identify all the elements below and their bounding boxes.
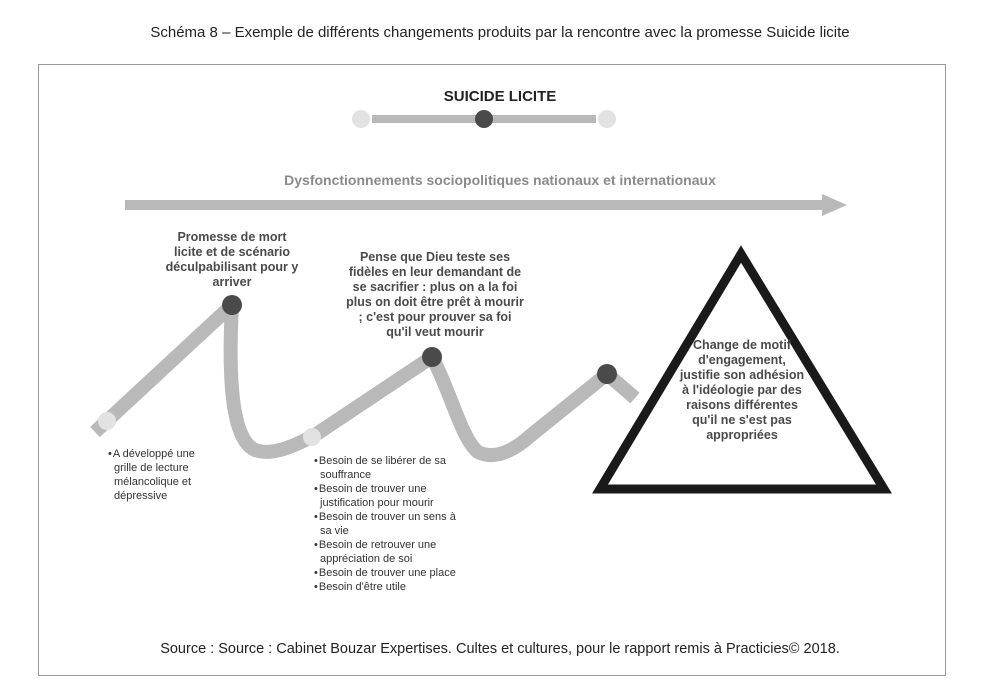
triangle-text: Change de motif d'engagement, justifie son adhésion à l'idéologie par des raisons différentes qu'il ne s'est pas appropriées [679, 338, 805, 442]
list-needs [312, 454, 462, 594]
slider-center-node [475, 110, 493, 128]
list-item: • A développé une grille de lecture mélancolique et dépressive [106, 447, 216, 503]
node-promise [222, 295, 242, 315]
list-item: • Besoin de trouver une justification pour mourir [312, 482, 462, 510]
slider-right-node [598, 110, 616, 128]
node-belief [422, 347, 442, 367]
diagram-title: SUICIDE LICITE [443, 88, 557, 105]
list-item: • Besoin de trouver un sens à sa vie [312, 510, 462, 538]
node-start [98, 412, 116, 430]
slider-left-node [352, 110, 370, 128]
context-banner: Dysfonctionnements sociopolitiques nationaux et internationaux [284, 172, 716, 188]
list-left [106, 447, 216, 503]
list-item: • Besoin de trouver une place [312, 566, 462, 580]
node-change [597, 364, 617, 384]
node-needs [303, 428, 321, 446]
list-item: • Besoin de se libérer de sa souffrance [312, 454, 462, 482]
list-item: • Besoin d'être utile [312, 580, 462, 594]
list-item: • Besoin de retrouver une appréciation de soi [312, 538, 462, 566]
title-slider [352, 110, 616, 128]
label-belief: Pense que Dieu teste ses fidèles en leur demandant de se sacrifier : plus on a la foi plus on doit être prêt à mourir ; c'est pour prouver sa foi qu'il veut mourir [346, 250, 524, 339]
figure-caption: Schéma 8 – Exemple de différents changements produits par la rencontre avec la promesse Suicide licite [150, 24, 850, 41]
source-note: Source : Source : Cabinet Bouzar Expertises. Cultes et cultures, pour le rapport remis à Practicies© 2018. [160, 641, 840, 657]
arrow-shaft [125, 200, 825, 210]
arrow-head [822, 194, 847, 216]
context-arrow [125, 194, 847, 216]
label-promise: Promesse de mort licite et de scénario déculpabilisant pour y arriver [165, 230, 299, 289]
